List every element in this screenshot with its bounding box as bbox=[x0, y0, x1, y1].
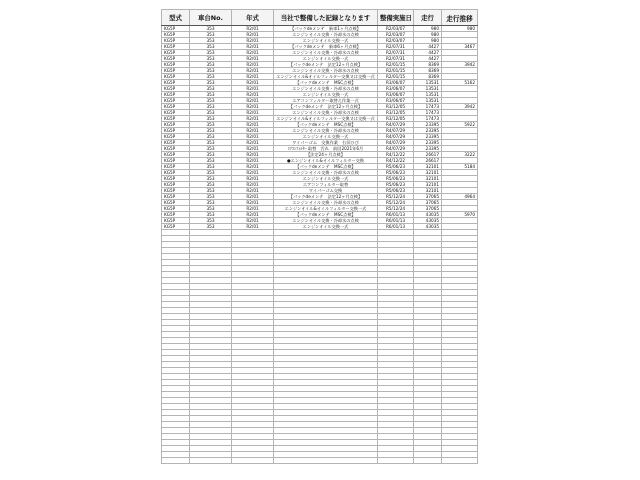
table-row bbox=[162, 158, 478, 164]
cell-chassis-no: 353 bbox=[190, 86, 232, 92]
cell-mileage: 17473 bbox=[414, 104, 442, 110]
cell-mileage-change: 3942 bbox=[442, 104, 478, 110]
empty-cell bbox=[232, 458, 274, 464]
cell-service-date: R2/01/15 bbox=[378, 68, 414, 74]
cell-model: KG5P bbox=[162, 110, 190, 116]
cell-model: KG5P bbox=[162, 62, 190, 68]
cell-model: KG5P bbox=[162, 170, 190, 176]
cell-year: R2/01 bbox=[232, 110, 274, 116]
cell-year: R2/01 bbox=[232, 80, 274, 86]
cell-service-date: R3/06/07 bbox=[378, 86, 414, 92]
cell-record: 【パックdeメンテ MSC点検】 bbox=[274, 212, 378, 218]
cell-chassis-no: 353 bbox=[190, 50, 232, 56]
cell-record: 【パックdeメンテ 新車6ヶ月点検】 bbox=[274, 44, 378, 50]
cell-record: 【パックdeメンテ 法定12ヶ月点検】 bbox=[274, 62, 378, 68]
cell-year: R2/01 bbox=[232, 206, 274, 212]
cell-service-date: R5/12/24 bbox=[378, 200, 414, 206]
cell-chassis-no: 353 bbox=[190, 38, 232, 44]
cell-mileage: 8369 bbox=[414, 74, 442, 80]
table-row bbox=[162, 50, 478, 56]
cell-model: KG5P bbox=[162, 218, 190, 224]
empty-cell bbox=[274, 458, 378, 464]
cell-model: KG5P bbox=[162, 86, 190, 92]
cell-mileage: 37065 bbox=[414, 200, 442, 206]
cell-service-date: R5/06/23 bbox=[378, 182, 414, 188]
cell-service-date: R5/06/23 bbox=[378, 188, 414, 194]
cell-model: KG5P bbox=[162, 188, 190, 194]
table-row bbox=[162, 86, 478, 92]
cell-mileage: 4427 bbox=[414, 44, 442, 50]
cell-model: KG5P bbox=[162, 140, 190, 146]
table-row bbox=[162, 188, 478, 194]
cell-model: KG5P bbox=[162, 56, 190, 62]
cell-record: エンジンオイル&オイルフィルター交換又は交換一式 bbox=[274, 116, 378, 122]
cell-record: エアコンフィルター取替 bbox=[274, 182, 378, 188]
cell-record: エンジンオイル交換・冷却水の点検 bbox=[274, 68, 378, 74]
cell-service-date: R2/03/07 bbox=[378, 38, 414, 44]
cell-year: R2/01 bbox=[232, 224, 274, 230]
table-row bbox=[162, 98, 478, 104]
empty-row bbox=[162, 458, 478, 464]
cell-chassis-no: 353 bbox=[190, 152, 232, 158]
table-row bbox=[162, 44, 478, 50]
cell-service-date: R2/01/15 bbox=[378, 74, 414, 80]
cell-record: ワイパーゴム 交換作業 右旧ひび bbox=[274, 140, 378, 146]
cell-model: KG5P bbox=[162, 116, 190, 122]
table-row bbox=[162, 26, 478, 32]
cell-record: 【法定24ヶ月点検】 bbox=[274, 152, 378, 158]
cell-record: エンジンオイル&オイルフィルター交換一式 bbox=[274, 206, 378, 212]
table-row bbox=[162, 152, 478, 158]
cell-year: R2/01 bbox=[232, 74, 274, 80]
cell-service-date: R6/01/13 bbox=[378, 212, 414, 218]
cell-mileage: 43035 bbox=[414, 212, 442, 218]
cell-model: KG5P bbox=[162, 80, 190, 86]
cell-year: R2/01 bbox=[232, 146, 274, 152]
empty-cell bbox=[378, 458, 414, 464]
cell-service-date: R5/06/23 bbox=[378, 176, 414, 182]
cell-chassis-no: 353 bbox=[190, 206, 232, 212]
table-row bbox=[162, 194, 478, 200]
cell-service-date: R3/06/07 bbox=[378, 92, 414, 98]
cell-chassis-no: 353 bbox=[190, 224, 232, 230]
cell-mileage-change: 3467 bbox=[442, 44, 478, 50]
cell-chassis-no: 353 bbox=[190, 74, 232, 80]
cell-model: KG5P bbox=[162, 50, 190, 56]
header-year: 年式 bbox=[232, 10, 274, 26]
cell-year: R2/01 bbox=[232, 68, 274, 74]
cell-model: KG5P bbox=[162, 134, 190, 140]
cell-chassis-no: 353 bbox=[190, 170, 232, 176]
cell-mileage: 17473 bbox=[414, 116, 442, 122]
cell-record: エンジンオイル交換一式 bbox=[274, 134, 378, 140]
cell-model: KG5P bbox=[162, 122, 190, 128]
table-row bbox=[162, 56, 478, 62]
cell-year: R2/01 bbox=[232, 38, 274, 44]
cell-year: R2/01 bbox=[232, 158, 274, 164]
cell-year: R2/01 bbox=[232, 212, 274, 218]
cell-mileage: 13531 bbox=[414, 80, 442, 86]
cell-record: エンジンオイル交換・冷却水の点検 bbox=[274, 110, 378, 116]
cell-mileage-change: 3942 bbox=[442, 62, 478, 68]
table-row bbox=[162, 146, 478, 152]
header-mileage: 走行 bbox=[414, 10, 442, 26]
cell-year: R2/01 bbox=[232, 50, 274, 56]
cell-service-date: R4/07/29 bbox=[378, 134, 414, 140]
cell-mileage: 8369 bbox=[414, 68, 442, 74]
cell-year: R2/01 bbox=[232, 26, 274, 32]
header-model: 型式 bbox=[162, 10, 190, 26]
cell-service-date: R3/06/07 bbox=[378, 80, 414, 86]
cell-mileage: 43035 bbox=[414, 218, 442, 224]
cell-record: ワイパーゴム交換 bbox=[274, 188, 378, 194]
table-row bbox=[162, 140, 478, 146]
cell-record: エアコンフィルター取替え作業一式 bbox=[274, 98, 378, 104]
cell-service-date: R4/07/29 bbox=[378, 140, 414, 146]
header-record: 当社で整備した記録となります bbox=[274, 10, 378, 26]
cell-mileage-change: 5184 bbox=[442, 164, 478, 170]
cell-chassis-no: 353 bbox=[190, 218, 232, 224]
table-row bbox=[162, 92, 478, 98]
cell-mileage-change: 5922 bbox=[442, 122, 478, 128]
cell-chassis-no: 353 bbox=[190, 122, 232, 128]
cell-mileage: 32101 bbox=[414, 176, 442, 182]
cell-chassis-no: 353 bbox=[190, 212, 232, 218]
cell-model: KG5P bbox=[162, 92, 190, 98]
cell-mileage: 26617 bbox=[414, 158, 442, 164]
cell-chassis-no: 353 bbox=[190, 188, 232, 194]
cell-record: エンジンオイル交換一式 bbox=[274, 224, 378, 230]
cell-model: KG5P bbox=[162, 164, 190, 170]
cell-service-date: R2/07/31 bbox=[378, 50, 414, 56]
table-row bbox=[162, 104, 478, 110]
cell-mileage: 23395 bbox=[414, 128, 442, 134]
cell-mileage: 4427 bbox=[414, 50, 442, 56]
cell-mileage: 980 bbox=[414, 38, 442, 44]
table-row bbox=[162, 128, 478, 134]
cell-year: R2/01 bbox=[232, 176, 274, 182]
table-row bbox=[162, 68, 478, 74]
cell-service-date: R5/12/24 bbox=[378, 194, 414, 200]
cell-chassis-no: 353 bbox=[190, 80, 232, 86]
cell-year: R2/01 bbox=[232, 92, 274, 98]
cell-mileage: 4427 bbox=[414, 56, 442, 62]
cell-year: R2/01 bbox=[232, 104, 274, 110]
cell-service-date: R3/12/05 bbox=[378, 110, 414, 116]
cell-chassis-no: 353 bbox=[190, 182, 232, 188]
cell-year: R2/01 bbox=[232, 122, 274, 128]
table-row bbox=[162, 74, 478, 80]
table-row bbox=[162, 182, 478, 188]
cell-year: R2/01 bbox=[232, 98, 274, 104]
cell-year: R2/01 bbox=[232, 44, 274, 50]
cell-mileage: 37065 bbox=[414, 194, 442, 200]
cell-year: R2/01 bbox=[232, 32, 274, 38]
cell-model: KG5P bbox=[162, 128, 190, 134]
cell-mileage-change: 980 bbox=[442, 26, 478, 32]
maintenance-record-sheet bbox=[161, 9, 477, 464]
table-row bbox=[162, 32, 478, 38]
cell-chassis-no: 353 bbox=[190, 158, 232, 164]
cell-record: エンジンオイル交換・冷却水の点検 bbox=[274, 86, 378, 92]
empty-cell bbox=[190, 458, 232, 464]
cell-chassis-no: 353 bbox=[190, 200, 232, 206]
cell-year: R2/01 bbox=[232, 134, 274, 140]
cell-mileage: 13531 bbox=[414, 98, 442, 104]
cell-mileage: 23395 bbox=[414, 134, 442, 140]
cell-mileage: 32101 bbox=[414, 188, 442, 194]
cell-service-date: R6/01/13 bbox=[378, 218, 414, 224]
empty-cell bbox=[414, 458, 442, 464]
cell-model: KG5P bbox=[162, 206, 190, 212]
cell-chassis-no: 353 bbox=[190, 146, 232, 152]
cell-mileage: 23395 bbox=[414, 140, 442, 146]
cell-chassis-no: 353 bbox=[190, 116, 232, 122]
cell-model: KG5P bbox=[162, 194, 190, 200]
cell-model: KG5P bbox=[162, 44, 190, 50]
cell-service-date: R5/06/23 bbox=[378, 164, 414, 170]
cell-chassis-no: 353 bbox=[190, 110, 232, 116]
cell-model: KG5P bbox=[162, 212, 190, 218]
cell-chassis-no: 353 bbox=[190, 104, 232, 110]
cell-record: 【パックdeメンテ 新車1ヶ月点検】 bbox=[274, 26, 378, 32]
cell-model: KG5P bbox=[162, 182, 190, 188]
cell-service-date: R3/12/05 bbox=[378, 116, 414, 122]
cell-record: 【パックdeメンテ MSC点検】 bbox=[274, 122, 378, 128]
header-row bbox=[162, 10, 478, 26]
table-body bbox=[162, 26, 478, 464]
cell-model: KG5P bbox=[162, 152, 190, 158]
cell-chassis-no: 353 bbox=[190, 92, 232, 98]
cell-record: エンジンオイル&オイルフィルター交換又は交換一式 bbox=[274, 74, 378, 80]
cell-chassis-no: 353 bbox=[190, 56, 232, 62]
cell-record: 【パックdeメンテ MSC点検】 bbox=[274, 164, 378, 170]
cell-service-date: R2/03/07 bbox=[378, 26, 414, 32]
cell-chassis-no: 353 bbox=[190, 26, 232, 32]
cell-service-date: R2/07/31 bbox=[378, 44, 414, 50]
cell-year: R2/01 bbox=[232, 140, 274, 146]
cell-model: KG5P bbox=[162, 98, 190, 104]
cell-record: エンジンオイル交換・冷却水の点検 bbox=[274, 128, 378, 134]
maintenance-table bbox=[161, 9, 478, 464]
table-row bbox=[162, 38, 478, 44]
table-row bbox=[162, 134, 478, 140]
cell-service-date: R4/07/29 bbox=[378, 128, 414, 134]
cell-model: KG5P bbox=[162, 68, 190, 74]
cell-mileage: 32101 bbox=[414, 182, 442, 188]
table-row bbox=[162, 170, 478, 176]
cell-mileage: 32101 bbox=[414, 164, 442, 170]
cell-chassis-no: 353 bbox=[190, 44, 232, 50]
cell-year: R2/01 bbox=[232, 194, 274, 200]
cell-record: エンジンオイル交換・冷却水の点検 bbox=[274, 50, 378, 56]
cell-chassis-no: 353 bbox=[190, 62, 232, 68]
cell-chassis-no: 353 bbox=[190, 128, 232, 134]
empty-cell bbox=[162, 458, 190, 464]
cell-year: R2/01 bbox=[232, 182, 274, 188]
table-row bbox=[162, 176, 478, 182]
cell-mileage: 43035 bbox=[414, 224, 442, 230]
header-chassis-no: 車台No. bbox=[190, 10, 232, 26]
cell-service-date: R4/07/29 bbox=[378, 122, 414, 128]
cell-record: 【パックdeメンテ 法定12ヶ月点検】 bbox=[274, 194, 378, 200]
cell-model: KG5P bbox=[162, 200, 190, 206]
cell-service-date: R4/07/29 bbox=[378, 146, 414, 152]
cell-chassis-no: 353 bbox=[190, 140, 232, 146]
cell-year: R2/01 bbox=[232, 152, 274, 158]
cell-model: KG5P bbox=[162, 158, 190, 164]
cell-chassis-no: 353 bbox=[190, 68, 232, 74]
cell-mileage: 13531 bbox=[414, 92, 442, 98]
cell-record: ｴｱｺﾝﾌｨﾙﾀｰ 取替 汚れ 前回2021年6月 bbox=[274, 146, 378, 152]
cell-model: KG5P bbox=[162, 176, 190, 182]
cell-service-date: R5/06/23 bbox=[378, 170, 414, 176]
empty-cell bbox=[442, 458, 478, 464]
cell-mileage: 8369 bbox=[414, 62, 442, 68]
cell-year: R2/01 bbox=[232, 116, 274, 122]
cell-record: エンジンオイル交換・冷却水の点検 bbox=[274, 200, 378, 206]
cell-mileage: 26617 bbox=[414, 152, 442, 158]
cell-chassis-no: 353 bbox=[190, 98, 232, 104]
cell-mileage-change: 5970 bbox=[442, 212, 478, 218]
cell-record: エンジンオイル交換一式 bbox=[274, 38, 378, 44]
table-row bbox=[162, 212, 478, 218]
cell-mileage: 37065 bbox=[414, 206, 442, 212]
cell-year: R2/01 bbox=[232, 62, 274, 68]
cell-mileage: 32101 bbox=[414, 170, 442, 176]
cell-year: R2/01 bbox=[232, 218, 274, 224]
table-row bbox=[162, 116, 478, 122]
cell-chassis-no: 353 bbox=[190, 134, 232, 140]
cell-record: エンジンオイル交換・冷却水の点検 bbox=[274, 170, 378, 176]
cell-mileage: 13531 bbox=[414, 86, 442, 92]
cell-model: KG5P bbox=[162, 74, 190, 80]
cell-chassis-no: 353 bbox=[190, 194, 232, 200]
table-row bbox=[162, 164, 478, 170]
cell-service-date: R2/07/31 bbox=[378, 56, 414, 62]
cell-mileage: 17473 bbox=[414, 110, 442, 116]
cell-year: R2/01 bbox=[232, 86, 274, 92]
header-mileage-change: 走行推移 bbox=[442, 10, 478, 26]
cell-record: 【パックdeメンテ 法定12ヶ月点検】 bbox=[274, 104, 378, 110]
cell-mileage: 980 bbox=[414, 26, 442, 32]
table-row bbox=[162, 206, 478, 212]
cell-mileage: 23395 bbox=[414, 122, 442, 128]
cell-service-date: R3/12/05 bbox=[378, 104, 414, 110]
cell-mileage-change: 3222 bbox=[442, 152, 478, 158]
cell-record: エンジンオイル交換一式 bbox=[274, 92, 378, 98]
cell-year: R2/01 bbox=[232, 164, 274, 170]
cell-chassis-no: 353 bbox=[190, 32, 232, 38]
cell-mileage: 980 bbox=[414, 32, 442, 38]
cell-model: KG5P bbox=[162, 26, 190, 32]
cell-chassis-no: 353 bbox=[190, 164, 232, 170]
cell-service-date: R5/12/24 bbox=[378, 206, 414, 212]
cell-service-date: R4/12/22 bbox=[378, 158, 414, 164]
cell-year: R2/01 bbox=[232, 128, 274, 134]
cell-service-date: R2/03/07 bbox=[378, 32, 414, 38]
cell-year: R2/01 bbox=[232, 56, 274, 62]
cell-record: 【パックdeメンテ MSC点検】 bbox=[274, 80, 378, 86]
cell-service-date: R3/06/07 bbox=[378, 98, 414, 104]
table-row bbox=[162, 218, 478, 224]
cell-service-date: R4/12/22 bbox=[378, 152, 414, 158]
cell-service-date: R2/01/15 bbox=[378, 62, 414, 68]
cell-year: R2/01 bbox=[232, 200, 274, 206]
cell-model: KG5P bbox=[162, 38, 190, 44]
table-row bbox=[162, 122, 478, 128]
cell-service-date: R6/01/13 bbox=[378, 224, 414, 230]
cell-model: KG5P bbox=[162, 146, 190, 152]
table-row bbox=[162, 62, 478, 68]
cell-mileage-change: 5162 bbox=[442, 80, 478, 86]
table-row bbox=[162, 80, 478, 86]
cell-record: エンジンオイル交換・冷却水の点検 bbox=[274, 32, 378, 38]
cell-mileage: 23395 bbox=[414, 146, 442, 152]
cell-record: エンジンオイル交換・冷却水の点検 bbox=[274, 218, 378, 224]
cell-record: ●エンジンオイル&オイルフィルター交換 bbox=[274, 158, 378, 164]
cell-model: KG5P bbox=[162, 224, 190, 230]
cell-record: エンジンオイル交換一式 bbox=[274, 176, 378, 182]
header-service-date: 整備実施日 bbox=[378, 10, 414, 26]
cell-model: KG5P bbox=[162, 104, 190, 110]
cell-model: KG5P bbox=[162, 32, 190, 38]
cell-record: エンジンオイル交換一式 bbox=[274, 56, 378, 62]
table-row bbox=[162, 200, 478, 206]
cell-chassis-no: 353 bbox=[190, 176, 232, 182]
table-row bbox=[162, 110, 478, 116]
cell-year: R2/01 bbox=[232, 188, 274, 194]
cell-mileage-change: 4964 bbox=[442, 194, 478, 200]
table-row bbox=[162, 224, 478, 230]
cell-year: R2/01 bbox=[232, 170, 274, 176]
